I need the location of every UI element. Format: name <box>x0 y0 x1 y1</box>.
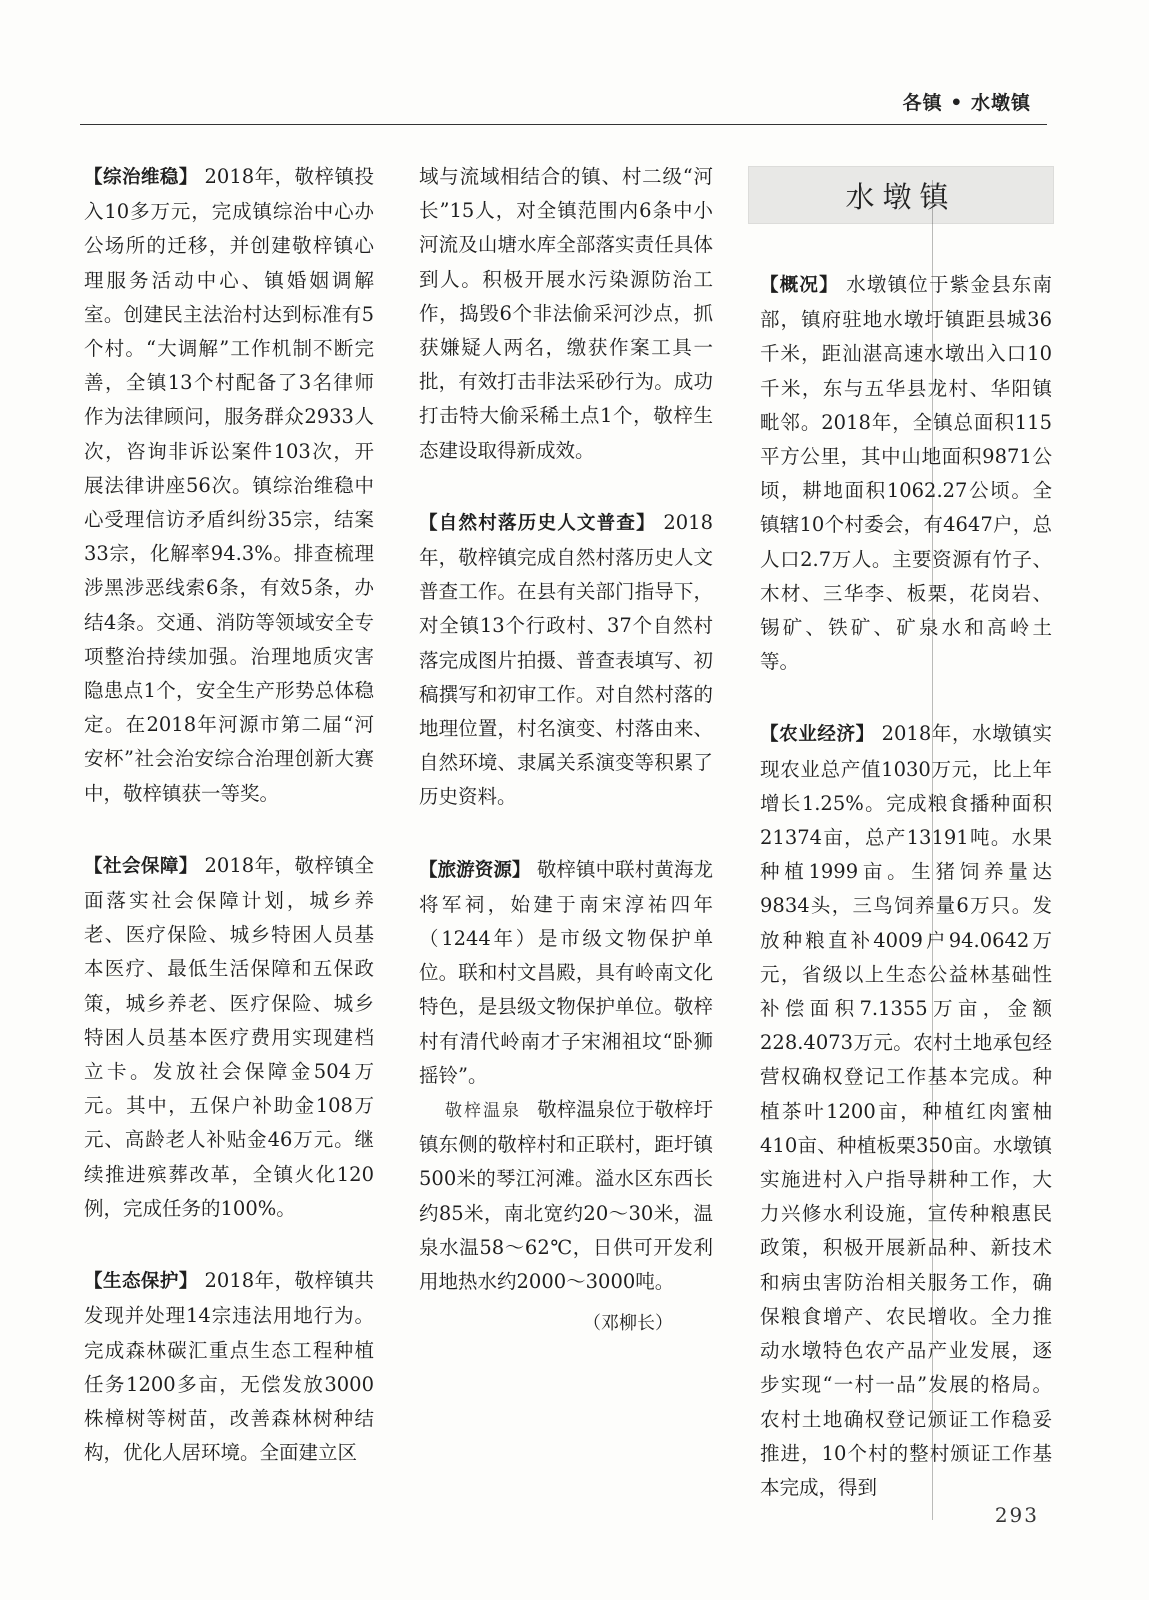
section-text: 2018年，敬梓镇完成自然村落历史人文普查工作。在县有关部门指导下，对全镇13个行政村、37个自然村落完成图片拍摄、普查表填写、初稿撰写和初审工作。对自然村落的地理位置，村名演变、村落由来、自然环境、隶属关系演变等积累了历史资料。 <box>419 510 713 809</box>
page-number: 293 <box>994 1503 1039 1527</box>
section-tag: 【社会保障】 <box>84 855 198 877</box>
section-wenquan <box>419 1093 713 1299</box>
section-text: 2018年，敬梓镇共发现并处理14宗违法用地行为。完成森林碳汇重点生态工程种植任务1200多亩，无偿发放3000株樟树等树苗，改善森林树种结构，优化人居环境。全面建立区 <box>84 1269 374 1465</box>
section-tag: 【综治维稳】 <box>84 167 198 188</box>
section-text: 2018年，敬梓镇全面落实社会保障计划，城乡养老、医疗保险、城乡特困人员基本医疗、最低生活保障和五保政策，城乡养老、医疗保险、城乡特困人员基本医疗费用实现建档立卡。发放社会保障金504万元。其中，五保户补助金108万元、高龄老人补贴金46万元。继续推进殡葬改革，全镇火化120例，完成任务的100%。 <box>84 853 374 1220</box>
section-gaikuang <box>760 268 1052 679</box>
section-shehui-baozhang <box>84 849 374 1226</box>
author-credit: （邓柳长） <box>583 1313 673 1335</box>
header-rule <box>80 124 1047 125</box>
section-lvyou-ziyuan <box>419 853 713 1093</box>
section-text: 域与流域相结合的镇、村二级“河长”15人，对全镇范围内6条中小河流及山塘水库全部落实责任具体到人。积极开展水污染源防治工作，捣毁6个非法偷采河沙点，抓获嫌疑人两名，缴获作案工具一批，有效打击非法采砂行为。成功打击特大偷采稀土点1个，敬梓生态建设取得新成效。 <box>419 165 713 462</box>
section-tag: 【概况】 <box>760 275 839 296</box>
section-tag: 【生态保护】 <box>84 1271 198 1293</box>
section-text: 2018年，敬梓镇投入10多万元，完成镇综治中心办公场所的迁移，并创建敬梓镇心理服务活动中心、镇婚姻调解室。创建民主法治村达到标准有5个村。“大调解”工作机制不断完善，全镇13个村配备了3名律师作为法律顾问，服务群众2933人次，咨询非诉讼案件103次，开展法律讲座56次。镇综治维稳中心受理信访矛盾纠纷35宗，结案33宗，化解率94.3%。排查梳理涉黑涉恶线索6条，有效5条，办结4条。交通、消防等领域安全专项整治持续加强。治理地质灾害隐患点1个，安全生产形势总体稳定。在2018年河源市第二届“河安杯”社会治安综合治理创新大赛中，敬梓镇获一等奖。 <box>84 165 374 805</box>
section-tag: 【自然村落历史人文普查】 <box>419 512 656 534</box>
section-text: 敬梓镇中联村黄海龙将军祠，始建于南宋淳祐四年（1244年）是市级文物保护单位。联和村文昌殿，具有岭南文化特色，是县级文物保护单位。敬梓村有清代岭南才子宋湘祖坟“卧狮摇铃”。 <box>419 857 713 1087</box>
section-cunluo-pucha <box>419 506 713 815</box>
section-continued <box>419 160 713 468</box>
scan-fold-line <box>932 180 933 1520</box>
column-2 <box>419 160 713 1342</box>
chapter-title: 水墩镇 <box>845 179 957 214</box>
section-tag: 【旅游资源】 <box>419 859 531 881</box>
section-tag: 【农业经济】 <box>760 724 875 746</box>
section-text: 敬梓温泉位于敬梓圩镇东侧的敬梓村和正联村，距圩镇500米的琴江河滩。溢水区东西长约85米，南北宽约20～30米，温泉水温58～62℃，日供可开发利用地热水约2000～3000吨。 <box>419 1098 713 1294</box>
section-nongye-jingji <box>760 717 1052 1505</box>
section-zongzhi <box>84 160 374 811</box>
running-header: 各镇 • 水墩镇 <box>902 92 1031 114</box>
subsection-heading: 敬梓温泉 <box>445 1101 522 1122</box>
chapter-title-box <box>748 166 1054 224</box>
column-3 <box>760 268 1052 1539</box>
section-text: 水墩镇位于紫金县东南部，镇府驻地水墩圩镇距县城36千米，距汕湛高速水墩出入口10千米，东与五华县龙村、华阳镇毗邻。2018年，全镇总面积115平方公里，其中山地面积9871公顷，耕地面积1062.27公顷。全镇辖10个村委会，有4647户，总人口2.7万人。主要资源有竹子、木材、三华李、板栗，花岗岩、锡矿、铁矿、矿泉水和高岭土等。 <box>760 273 1052 674</box>
section-text: 2018年，水墩镇实现农业总产值1030万元，比上年增长1.25%。完成粮食播种面积21374亩，总产13191吨。水果种植1999亩。生猪饲养量达9834头，三鸟饲养量6万只。发放种粮直补4009户94.0642万元，省级以上生态公益林基础性补偿面积7.1355万亩，金额228.4073万元。农村土地承包经营权确权登记工作基本完成。种植茶叶1200亩，种植红肉蜜柚410亩、种植板栗350亩。水墩镇实施进村入户指导耕种工作，大力兴修水利设施，宣传种粮惠民政策，积极开展新品种、新技术和病虫害防治相关服务工作，确保粮食增产、农民增收。全力推动水墩特色农产品产业发展，逐步实现“一村一品”发展的格局。农村土地确权登记颁证工作稳妥推进，10个村的整村颁证工作基本完成，得到 <box>760 722 1052 1499</box>
section-shengtai-baohu <box>84 1264 374 1470</box>
column-1 <box>84 160 374 1504</box>
